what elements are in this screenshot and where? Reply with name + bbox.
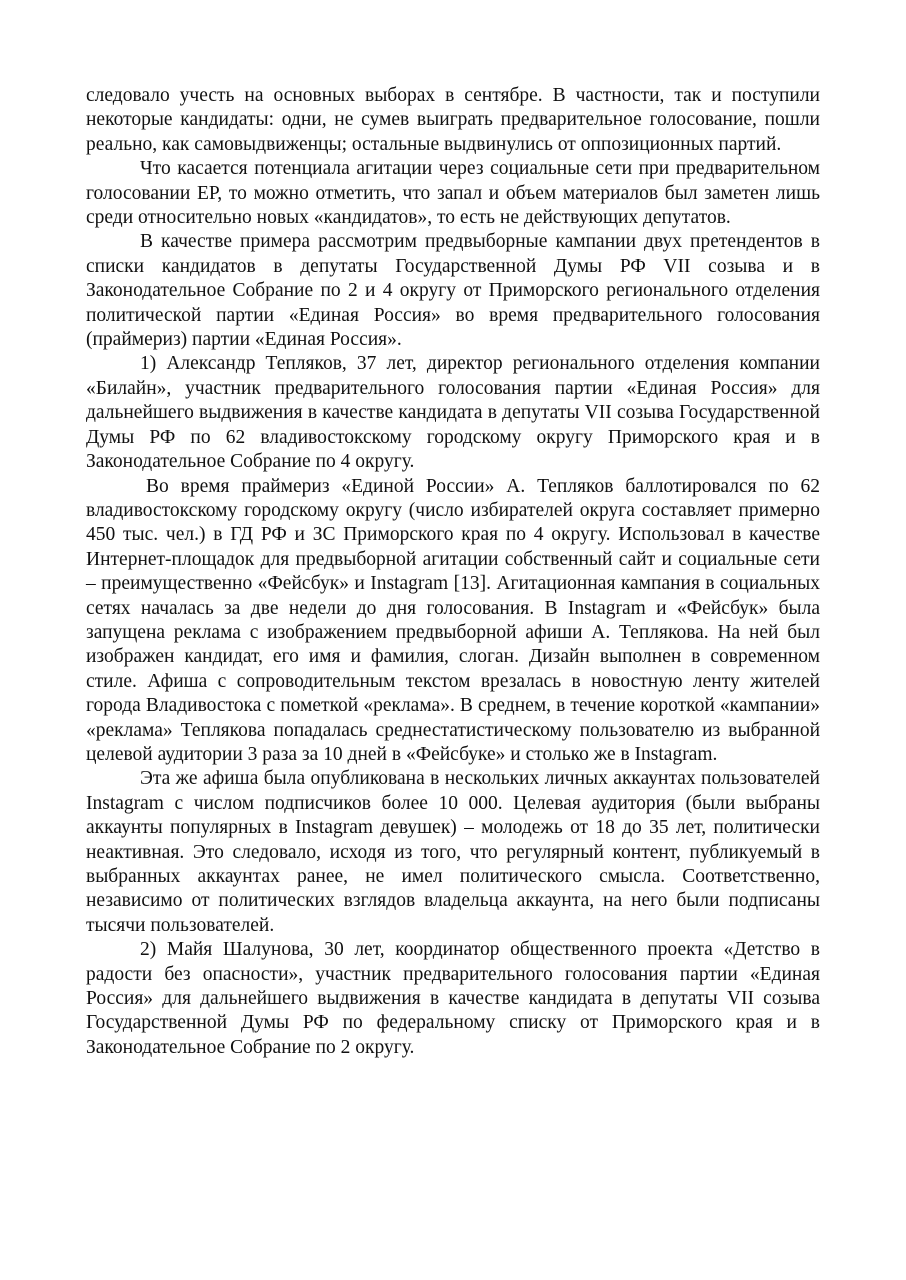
paragraph-continuation: следовало учесть на основных выборах в сентябре. В частности, так и поступили некоторые кандидаты: одни, не сумев выиграть предварительное голосование, пошли реально, как самовыдвиженцы; остальные выдвинулись от оппозиционных партий.	[86, 85, 820, 155]
paragraph-example-intro: В качестве примера рассмотрим предвыборные кампании двух претендентов в списки кандидатов в депутаты Государственной Думы РФ VII созыва и в Законодательное Собрание по 2 и 4 округу от Приморского регионального отделения политической партии «Единая Россия» во время предварительного голосования (праймериз) партии «Единая Россия».	[86, 231, 820, 351]
paragraph-teplyakov-campaign: Во время праймериз «Единой России» А. Тепляков баллотировался по 62 владивостокскому городскому округу (число избирателей округа составляет примерно 450 тыс. чел.) в ГД РФ и ЗС Приморского края по 4 округу. Использовал в качестве Интернет-площадок для предвыборной агитации собственный сайт и социальные сети – преимущественно «Фейсбук» и Instagram [13]. Агитационная кампания в социальных сетях началась за две недели до дня голосования. В Instagram и «Фейсбук» была запущена реклама с изображением предвыборной афиши А. Теплякова. На ней был изображен кандидат, его имя и фамилия, слоган. Дизайн выполнен в современном стиле. Афиша с сопроводительным текстом врезалась в новостную ленту жителей города Владивостока с пометкой «реклама». В среднем, в течение короткой «кампании» «реклама» Теплякова попадалась среднестатистическому пользователю из выбранной целевой аудитории 3 раза за 10 дней в «Фейсбуке» и столько же в Instagram.	[86, 475, 820, 765]
paragraph-candidate-1: 1) Александр Тепляков, 37 лет, директор регионального отделения компании «Билайн», участник предварительного голосования партии «Единая Россия» для дальнейшего выдвижения в качестве кандидата в депутаты VII созыва Государственной Думы РФ по 62 владивостокскому городскому округу Приморского края и в Законодательное Собрание по 4 округу.	[86, 353, 820, 473]
paragraph-social-networks: Что касается потенциала агитации через социальные сети при предварительном голосовании ЕР, то можно отметить, что запал и объем материалов был заметен лишь среди относительно новых «кандидатов», то есть не действующих депутатов.	[86, 158, 820, 229]
paragraph-instagram-accounts: Эта же афиша была опубликована в нескольких личных аккаунтах пользователей Instagram с числом подписчиков более 10 000. Целевая аудитория (были выбраны аккаунты популярных в Instagram девушек) – молодежь от 18 до 35 лет, политически неактивная. Это следовало, исходя из того, что регулярный контент, публикуемый в выбранных аккаунтах ранее, не имел политического смысла. Соответственно, независимо от политических взглядов владельца аккаунта, на него были подписаны тысячи пользователей.	[86, 768, 820, 936]
paragraph-candidate-2: 2) Майя Шалунова, 30 лет, координатор общественного проекта «Детство в радости без опасности», участник предварительного голосования партии «Единая Россия» для дальнейшего выдвижения в качестве кандидата в депутаты VII созыва Государственной Думы РФ по федеральному списку от Приморского края и в Законодательное Собрание по 2 округу.	[86, 939, 820, 1058]
document-page	[86, 84, 820, 1060]
